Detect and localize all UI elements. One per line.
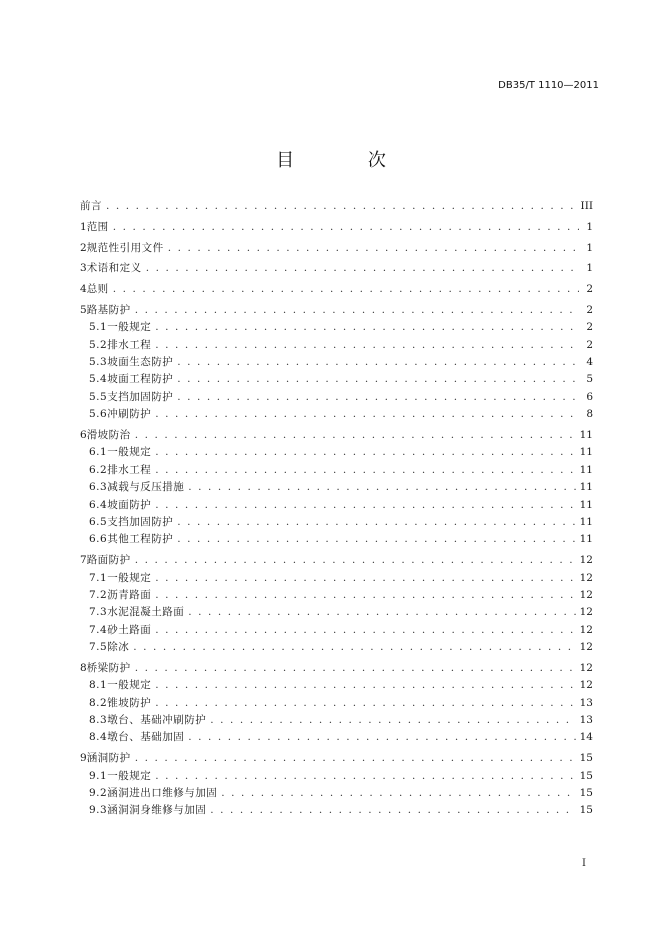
- toc-entry-number: 3: [80, 262, 87, 275]
- toc-entry-number: 7.3: [89, 606, 108, 619]
- toc-entry-number: 5.6: [89, 408, 108, 421]
- toc-entry-number: 7.5: [89, 641, 108, 654]
- toc-entry-number: 8.2: [89, 696, 108, 709]
- toc-entry-number: 6.6: [89, 533, 108, 546]
- footer-page-number: I: [582, 858, 586, 869]
- dot-leader: [155, 462, 575, 479]
- toc-entry-page: 11: [579, 446, 593, 459]
- toc-entry-page: 11: [579, 429, 593, 442]
- toc-entry-title: 坡面生态防护: [107, 356, 174, 369]
- dot-leader: [155, 768, 575, 785]
- toc-entry-title: 涵洞洞身维修与加固: [107, 804, 207, 817]
- toc-entry[interactable]: [80, 462, 593, 479]
- dot-leader: [177, 514, 575, 531]
- toc-entry-title: 排水工程: [107, 338, 152, 351]
- toc-entry-title: 砂土路面: [107, 623, 152, 636]
- toc-entry[interactable]: [80, 198, 593, 215]
- toc-entry-number: 5.5: [89, 390, 108, 403]
- toc-entry-number: 7.4: [89, 623, 108, 636]
- toc-entry-title: 冲刷防护: [107, 408, 152, 421]
- toc-entry-page: 11: [579, 515, 593, 528]
- dot-leader: [155, 497, 575, 514]
- toc-entry[interactable]: [80, 281, 593, 298]
- toc-entry-title: 路面防护: [86, 554, 131, 567]
- dot-leader: [155, 570, 575, 587]
- toc-entry[interactable]: [80, 768, 593, 785]
- toc-entry[interactable]: [80, 319, 593, 336]
- toc-entry-title: 规范性引用文件: [86, 241, 164, 254]
- toc-entry[interactable]: [80, 444, 593, 461]
- toc-entry[interactable]: [80, 337, 593, 354]
- toc-entry-number: 9.3: [89, 804, 108, 817]
- toc-entry-title: 桥梁防护: [86, 661, 131, 674]
- toc-entry-number: 5: [80, 303, 87, 316]
- dot-leader: [155, 695, 575, 712]
- toc-entry[interactable]: [80, 622, 593, 639]
- toc-entry-number: 8.3: [89, 714, 108, 727]
- dot-leader: [177, 531, 575, 548]
- toc-entry-title: 涵洞进出口维修与加固: [107, 787, 218, 800]
- toc-entry[interactable]: [80, 604, 593, 621]
- toc-entry-page: 4: [586, 356, 593, 369]
- toc-entry-page: 2: [586, 338, 593, 351]
- toc-entry-page: 14: [579, 731, 593, 744]
- toc-entry[interactable]: [80, 587, 593, 604]
- toc-entry[interactable]: [80, 514, 593, 531]
- toc-entry-page: 15: [579, 752, 593, 765]
- dot-leader: [177, 371, 579, 388]
- toc-entry-title: 术语和定义: [86, 262, 142, 275]
- toc-entry[interactable]: [80, 302, 593, 319]
- toc-entry-page: 12: [579, 554, 593, 567]
- toc-entry-page: 8: [586, 408, 593, 421]
- toc-entry[interactable]: [80, 240, 593, 257]
- toc-entry-title: 坡面防护: [107, 498, 152, 511]
- toc-entry-number: 9.2: [89, 787, 108, 800]
- toc-entry-number: 4: [80, 283, 87, 296]
- toc-entry-number: 6.4: [89, 498, 108, 511]
- toc-entry-page: 12: [579, 661, 593, 674]
- toc-entry-number: 6: [80, 429, 87, 442]
- dot-leader: [113, 281, 579, 298]
- toc-entry-title: 减载与反压措施: [107, 481, 185, 494]
- toc-entry-number: 5.1: [89, 321, 108, 334]
- toc-entry[interactable]: [80, 389, 593, 406]
- toc-entry-page: 11: [579, 498, 593, 511]
- toc-entry-title: 前言: [80, 200, 102, 212]
- dot-leader: [188, 479, 575, 496]
- toc-entry-title: 一般规定: [107, 571, 152, 584]
- dot-leader: [135, 427, 576, 444]
- toc-entry-number: 6.2: [89, 463, 108, 476]
- dot-leader: [106, 198, 577, 215]
- toc-entry-page: III: [580, 200, 593, 212]
- toc-entry-title: 路基防护: [86, 303, 131, 316]
- toc-entry-page: 1: [586, 241, 593, 254]
- toc-entry-title: 墩台、基础加固: [107, 731, 185, 744]
- dot-leader: [168, 240, 579, 257]
- toc-entry[interactable]: [80, 677, 593, 694]
- toc-entry-title: 一般规定: [107, 446, 152, 459]
- toc-entry[interactable]: [80, 479, 593, 496]
- toc-entry-page: 12: [579, 571, 593, 584]
- table-of-contents: [80, 198, 593, 820]
- toc-entry-number: 6.1: [89, 446, 108, 459]
- toc-entry-number: 5.2: [89, 338, 108, 351]
- toc-entry-number: 7.1: [89, 571, 108, 584]
- toc-entry[interactable]: [80, 552, 593, 569]
- toc-entry[interactable]: [80, 712, 593, 729]
- toc-entry-page: 2: [586, 303, 593, 316]
- toc-entry-number: 8: [80, 661, 87, 674]
- toc-entry-page: 13: [579, 714, 593, 727]
- toc-entry-title: 其他工程防护: [107, 533, 174, 546]
- toc-entry-number: 8.1: [89, 679, 108, 692]
- toc-entry-page: 12: [579, 588, 593, 601]
- dot-leader: [188, 729, 575, 746]
- toc-entry[interactable]: [80, 406, 593, 423]
- toc-entry-number: 5.3: [89, 356, 108, 369]
- dot-leader: [210, 712, 575, 729]
- dot-leader: [133, 639, 575, 656]
- toc-entry[interactable]: [80, 219, 593, 236]
- toc-entry[interactable]: [80, 729, 593, 746]
- toc-entry-number: 2: [80, 241, 87, 254]
- dot-leader: [135, 302, 579, 319]
- toc-entry[interactable]: [80, 802, 593, 819]
- toc-entry-title: 支挡加固防护: [107, 515, 174, 528]
- toc-entry-title: 一般规定: [107, 679, 152, 692]
- toc-entry-title: 一般规定: [107, 769, 152, 782]
- toc-entry-title: 总则: [86, 283, 109, 296]
- toc-entry-title: 支挡加固防护: [107, 390, 174, 403]
- toc-entry-number: 8.4: [89, 731, 108, 744]
- toc-entry-title: 范围: [86, 220, 109, 233]
- dot-leader: [155, 406, 579, 423]
- toc-entry-number: 7.2: [89, 588, 108, 601]
- toc-entry-page: 12: [579, 679, 593, 692]
- toc-entry-title: 水泥混凝土路面: [107, 606, 185, 619]
- toc-entry[interactable]: [80, 260, 593, 277]
- dot-leader: [135, 750, 576, 767]
- toc-entry-title: 涵洞防护: [86, 752, 131, 765]
- toc-entry-page: 15: [579, 769, 593, 782]
- toc-entry[interactable]: [80, 531, 593, 548]
- toc-entry-number: 6.5: [89, 515, 108, 528]
- toc-entry-page: 2: [586, 321, 593, 334]
- dot-leader: [155, 337, 579, 354]
- toc-entry-number: 6.3: [89, 481, 108, 494]
- dot-leader: [135, 552, 576, 569]
- dot-leader: [210, 802, 575, 819]
- dot-leader: [113, 219, 579, 236]
- toc-entry-title: 滑坡防治: [86, 429, 131, 442]
- dot-leader: [155, 444, 575, 461]
- toc-entry-title: 除冰: [107, 641, 130, 654]
- dot-leader: [146, 260, 579, 277]
- toc-entry-page: 12: [579, 606, 593, 619]
- toc-entry-page: 6: [586, 390, 593, 403]
- toc-entry-page: 12: [579, 641, 593, 654]
- toc-entry-number: 5.4: [89, 373, 108, 386]
- toc-entry[interactable]: [80, 660, 593, 677]
- toc-entry-title: 墩台、基础冲刷防护: [107, 714, 207, 727]
- dot-leader: [135, 660, 576, 677]
- toc-entry[interactable]: [80, 785, 593, 802]
- toc-entry[interactable]: [80, 371, 593, 388]
- toc-entry-page: 11: [579, 463, 593, 476]
- dot-leader: [155, 587, 575, 604]
- toc-entry-page: 15: [579, 787, 593, 800]
- toc-entry-page: 11: [579, 533, 593, 546]
- dot-leader: [177, 354, 579, 371]
- toc-entry[interactable]: [80, 354, 593, 371]
- toc-entry-page: 1: [586, 220, 593, 233]
- dot-leader: [155, 319, 579, 336]
- toc-entry-page: 1: [586, 262, 593, 275]
- toc-entry[interactable]: [80, 695, 593, 712]
- toc-entry-number: 9: [80, 752, 87, 765]
- toc-entry-title: 锥坡防护: [107, 696, 152, 709]
- document-code: DB35/T 1110—2011: [498, 80, 599, 91]
- toc-entry-title: 排水工程: [107, 463, 152, 476]
- dot-leader: [155, 677, 575, 694]
- toc-entry-page: 13: [579, 696, 593, 709]
- toc-entry[interactable]: [80, 427, 593, 444]
- toc-entry-number: 9.1: [89, 769, 108, 782]
- toc-title: 目 次: [276, 150, 420, 171]
- toc-entry-number: 1: [80, 220, 87, 233]
- toc-entry-page: 15: [579, 804, 593, 817]
- dot-leader: [221, 785, 575, 802]
- dot-leader: [188, 604, 575, 621]
- toc-entry-page: 2: [586, 283, 593, 296]
- toc-entry-page: 12: [579, 623, 593, 636]
- toc-entry-number: 7: [80, 554, 87, 567]
- toc-entry[interactable]: [80, 639, 593, 656]
- dot-leader: [177, 389, 579, 406]
- dot-leader: [155, 622, 575, 639]
- toc-entry-page: 5: [586, 373, 593, 386]
- toc-entry[interactable]: [80, 750, 593, 767]
- toc-entry-title: 一般规定: [107, 321, 152, 334]
- toc-entry[interactable]: [80, 570, 593, 587]
- toc-entry[interactable]: [80, 497, 593, 514]
- toc-entry-title: 沥青路面: [107, 588, 152, 601]
- toc-entry-page: 11: [579, 481, 593, 494]
- toc-entry-title: 坡面工程防护: [107, 373, 174, 386]
